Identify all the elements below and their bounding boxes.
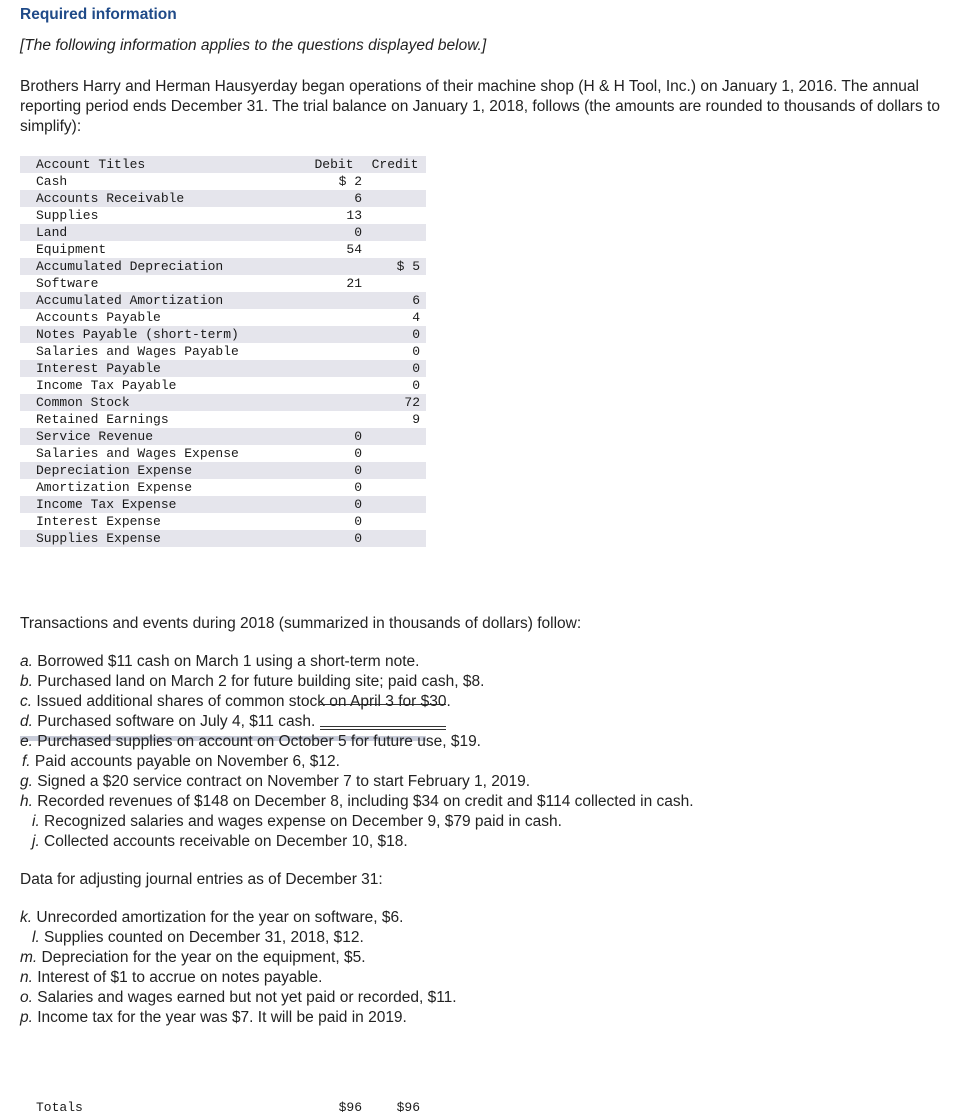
table-row	[20, 173, 426, 190]
item-text: Paid accounts payable on November 6, $12.	[30, 753, 340, 770]
account-title: Amortization Expense	[36, 480, 193, 495]
list-item	[20, 988, 457, 1008]
item-text: Borrowed $11 cash on March 1 using a short-term note.	[32, 653, 420, 670]
debit-amount: 21	[346, 276, 362, 291]
account-title: Interest Payable	[36, 361, 161, 376]
list-item	[20, 692, 694, 712]
credit-amount: 0	[412, 344, 420, 359]
item-letter: g.	[20, 773, 33, 790]
item-text: Purchased software on July 4, $11 cash.	[32, 713, 316, 730]
table-row	[20, 411, 426, 428]
table-row	[20, 530, 426, 547]
item-letter: h.	[20, 793, 33, 810]
account-title: Supplies Expense	[36, 531, 161, 546]
account-title: Notes Payable (short-term)	[36, 327, 239, 342]
credit-amount: 0	[412, 361, 420, 376]
item-text: Interest of $1 to accrue on notes payable.	[32, 969, 323, 986]
item-text: Depreciation for the year on the equipment, $5.	[37, 949, 366, 966]
account-title: Service Revenue	[36, 429, 154, 444]
table-row	[20, 428, 426, 445]
account-title: Software	[36, 276, 99, 291]
applies-note: [The following information applies to the questions displayed below.]	[20, 37, 487, 54]
totals-label: Totals	[36, 1100, 83, 1115]
totals-debit: $96	[338, 1100, 362, 1115]
account-title: Salaries and Wages Payable	[36, 344, 239, 359]
header-debit: Debit	[314, 157, 354, 172]
list-item	[20, 1008, 457, 1028]
account-title: Supplies	[36, 208, 99, 223]
trial-balance-totals-row	[20, 1099, 426, 1116]
item-text: Signed a $20 service contract on November 7 to start February 1, 2019.	[32, 773, 531, 790]
item-text: Purchased supplies on account on October 5 for future use, $19.	[32, 733, 481, 750]
list-item	[20, 792, 694, 812]
table-row	[20, 462, 426, 479]
item-letter: f.	[22, 753, 31, 770]
account-title: Income Tax Payable	[36, 378, 177, 393]
item-letter: b.	[20, 673, 33, 690]
table-row	[20, 496, 426, 513]
header-credit: Credit	[371, 157, 419, 172]
header-account-titles: Account Titles	[36, 157, 146, 172]
credit-amount: 0	[412, 378, 420, 393]
debit-amount: 0	[354, 531, 362, 546]
list-item	[20, 732, 694, 752]
table-row	[20, 343, 426, 360]
debit-amount: $ 2	[338, 174, 362, 189]
item-letter: k.	[20, 909, 33, 926]
debit-amount: 0	[354, 225, 362, 240]
item-text: Supplies counted on December 31, 2018, $12.	[39, 929, 364, 946]
item-text: Issued additional shares of common stock on April 3 for $30.	[32, 693, 451, 710]
debit-amount: 0	[354, 446, 362, 461]
credit-amount: $ 5	[396, 259, 420, 274]
account-title: Equipment	[36, 242, 107, 257]
transactions-list	[20, 652, 694, 852]
item-letter: i.	[32, 813, 40, 830]
table-row	[20, 394, 426, 411]
table-row	[20, 326, 426, 343]
list-item	[20, 812, 694, 832]
debit-amount: 0	[354, 429, 362, 444]
table-row	[20, 275, 426, 292]
item-letter: o.	[20, 989, 33, 1006]
debit-amount: 0	[354, 514, 362, 529]
list-item	[20, 752, 694, 772]
account-title: Depreciation Expense	[36, 463, 193, 478]
list-item	[20, 712, 694, 732]
item-letter: j.	[32, 833, 40, 850]
account-title: Accounts Receivable	[36, 191, 185, 206]
credit-amount: 72	[404, 395, 420, 410]
debit-amount: 6	[354, 191, 362, 206]
table-row	[20, 479, 426, 496]
item-text: Recognized salaries and wages expense on December 9, $79 paid in cash.	[39, 813, 562, 830]
debit-amount: 0	[354, 480, 362, 495]
account-title: Land	[36, 225, 68, 240]
list-item	[20, 948, 457, 968]
list-item	[20, 672, 694, 692]
item-letter: d.	[20, 713, 33, 730]
item-text: Unrecorded amortization for the year on software, $6.	[32, 909, 404, 926]
table-row	[20, 241, 426, 258]
table-row	[20, 360, 426, 377]
trial-balance-header-row	[20, 156, 426, 173]
item-text: Purchased land on March 2 for future building site; paid cash, $8.	[32, 673, 485, 690]
list-item	[20, 908, 457, 928]
account-title: Interest Expense	[36, 514, 161, 529]
debit-amount: 54	[346, 242, 362, 257]
debit-amount: 13	[346, 208, 362, 223]
problem-intro: Brothers Harry and Herman Hausyerday began operations of their machine shop (H & H Tool, Inc.) on January 1, 2016. The annual reporting period ends December 31. The trial balance on January 1, 2018, follows (the amounts are rounded to thousands of dollars to simplify):	[20, 78, 940, 135]
list-item	[20, 652, 694, 672]
item-letter: l.	[32, 929, 40, 946]
table-row	[20, 258, 426, 275]
list-item	[20, 928, 457, 948]
item-text: Income tax for the year was $7. It will be paid in 2019.	[32, 1009, 407, 1026]
item-letter: m.	[20, 949, 38, 966]
item-text: Salaries and wages earned but not yet paid or recorded, $11.	[32, 989, 457, 1006]
item-text: Collected accounts receivable on December 10, $18.	[39, 833, 408, 850]
table-row	[20, 445, 426, 462]
credit-amount: 0	[412, 327, 420, 342]
table-row	[20, 207, 426, 224]
credit-amount: 4	[412, 310, 420, 325]
table-row	[20, 292, 426, 309]
credit-amount: 9	[412, 412, 420, 427]
item-letter: n.	[20, 969, 33, 986]
adjustments-intro: Data for adjusting journal entries as of December 31:	[20, 871, 383, 888]
account-title: Accumulated Amortization	[36, 293, 224, 308]
item-letter: c.	[20, 693, 33, 710]
debit-amount: 0	[354, 497, 362, 512]
adjustments-list	[20, 908, 457, 1028]
credit-amount: 6	[412, 293, 420, 308]
totals-credit: $96	[396, 1100, 420, 1115]
transactions-intro: Transactions and events during 2018 (summarized in thousands of dollars) follow:	[20, 615, 582, 632]
table-row	[20, 190, 426, 207]
account-title: Retained Earnings	[36, 412, 169, 427]
table-row	[20, 377, 426, 394]
required-information-heading: Required information	[20, 6, 177, 23]
list-item	[20, 832, 694, 852]
list-item	[20, 968, 457, 988]
account-title: Common Stock	[36, 395, 130, 410]
item-letter: p.	[20, 1009, 33, 1026]
account-title: Accumulated Depreciation	[36, 259, 224, 274]
trial-balance-rows	[20, 173, 426, 547]
item-letter: a.	[20, 653, 33, 670]
table-row	[20, 513, 426, 530]
table-row	[20, 309, 426, 326]
item-letter: e.	[20, 733, 33, 750]
account-title: Cash	[36, 174, 68, 189]
list-item	[20, 772, 694, 792]
account-title: Salaries and Wages Expense	[36, 446, 239, 461]
account-title: Income Tax Expense	[36, 497, 177, 512]
account-title: Accounts Payable	[36, 310, 161, 325]
table-row	[20, 224, 426, 241]
debit-amount: 0	[354, 463, 362, 478]
item-text: Recorded revenues of $148 on December 8, including $34 on credit and $114 collected in cash.	[32, 793, 694, 810]
